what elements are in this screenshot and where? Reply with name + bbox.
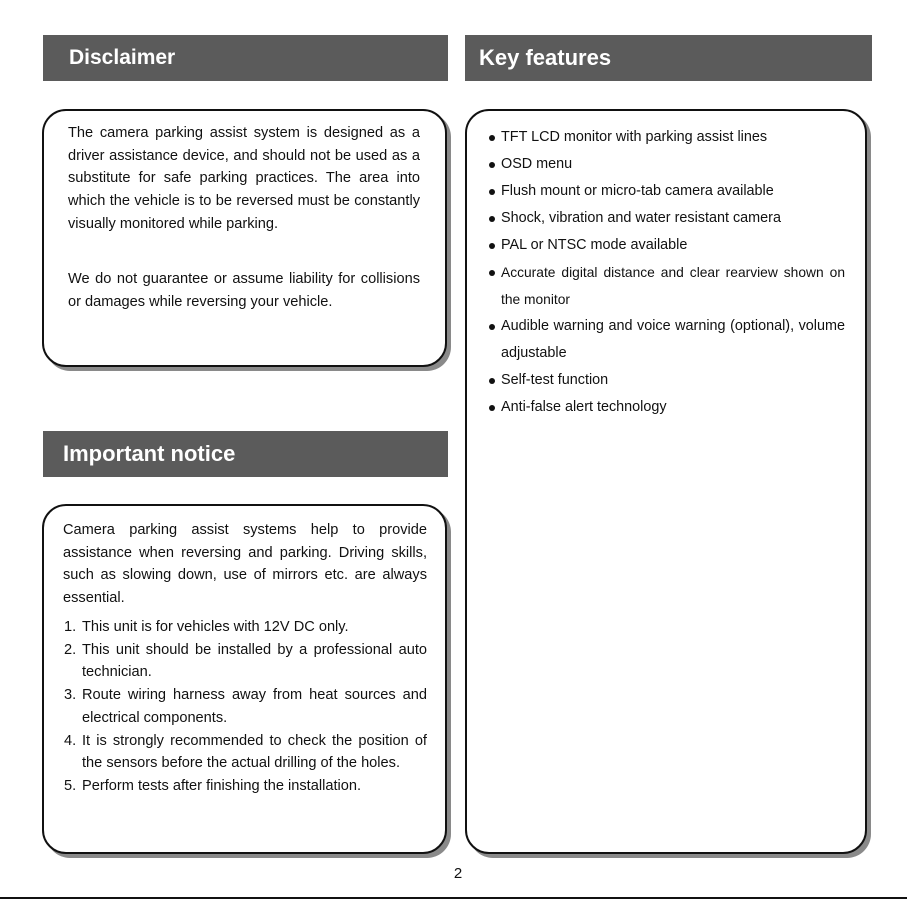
feature-item xyxy=(489,124,845,151)
notice-list xyxy=(64,616,427,798)
bullet-icon xyxy=(489,324,495,330)
feature-text: Anti-false alert technology xyxy=(501,399,667,415)
feature-text: OSD menu xyxy=(501,156,573,172)
notice-item xyxy=(64,730,427,775)
bullet-icon xyxy=(489,162,495,168)
notice-item-number: 1. xyxy=(64,619,77,635)
bullet-icon xyxy=(489,135,495,141)
feature-item xyxy=(489,394,845,421)
notice-item xyxy=(64,775,427,798)
notice-heading: Important notice xyxy=(43,431,448,477)
feature-item xyxy=(489,313,845,367)
feature-item xyxy=(489,151,845,178)
bullet-icon xyxy=(489,405,495,411)
notice-item-text: It is strongly recommended to check the position of the sensors before the actual drilling of the holes. xyxy=(82,732,427,772)
features-heading: Key features xyxy=(465,35,872,81)
feature-item xyxy=(489,178,845,205)
feature-text: Flush mount or micro-tab camera available xyxy=(501,183,774,199)
feature-item xyxy=(489,367,845,394)
feature-item xyxy=(489,259,845,313)
notice-item xyxy=(64,639,427,684)
feature-text: PAL or NTSC mode available xyxy=(501,237,688,253)
notice-intro: Camera parking assist systems help to provide assistance when reversing and parking. Driving skills, such as slowing down, use of mirrors etc. are always essential. xyxy=(63,522,427,607)
notice-box xyxy=(42,504,447,854)
disclaimer-heading: Disclaimer xyxy=(43,35,448,81)
notice-item xyxy=(64,684,427,729)
feature-text: Self-test function xyxy=(501,372,609,388)
bullet-icon xyxy=(489,378,495,384)
feature-text: Shock, vibration and water resistant camera xyxy=(501,210,781,226)
bullet-icon xyxy=(489,189,495,195)
notice-item-text: This unit should be installed by a professional auto technician. xyxy=(82,641,427,681)
feature-text: Accurate digital distance and clear rearview shown on the monitor xyxy=(501,265,845,307)
footer-divider xyxy=(0,897,907,899)
notice-item-number: 5. xyxy=(64,777,77,794)
feature-text: Audible warning and voice warning (optional), volume adjustable xyxy=(501,318,845,361)
notice-item-text: This unit is for vehicles with 12V DC only. xyxy=(82,619,349,635)
disclaimer-paragraph-1: The camera parking assist system is designed as a driver assistance device, and should not be used as a substitute for safe parking practices. The area into which the vehicle is to be reversed must be constantly visually monitored while parking. xyxy=(68,125,420,232)
page-number: 2 xyxy=(453,865,463,882)
disclaimer-paragraph-2: We do not guarantee or assume liability for collisions or damages while reversing your vehicle. xyxy=(68,271,420,310)
disclaimer-box xyxy=(42,109,447,367)
bullet-icon xyxy=(489,270,495,276)
notice-item-number: 4. xyxy=(64,732,77,749)
feature-item xyxy=(489,205,845,232)
notice-item xyxy=(64,616,427,639)
notice-item-number: 3. xyxy=(64,687,77,704)
notice-item-number: 2. xyxy=(64,641,77,658)
feature-item xyxy=(489,232,845,259)
features-list xyxy=(489,124,845,421)
bullet-icon xyxy=(489,243,495,249)
notice-item-text: Route wiring harness away from heat sources and electrical components. xyxy=(82,687,427,726)
features-box xyxy=(465,109,867,854)
notice-item-text: Perform tests after finishing the installation. xyxy=(82,777,362,794)
feature-text: TFT LCD monitor with parking assist lines xyxy=(501,129,768,145)
bullet-icon xyxy=(489,216,495,222)
